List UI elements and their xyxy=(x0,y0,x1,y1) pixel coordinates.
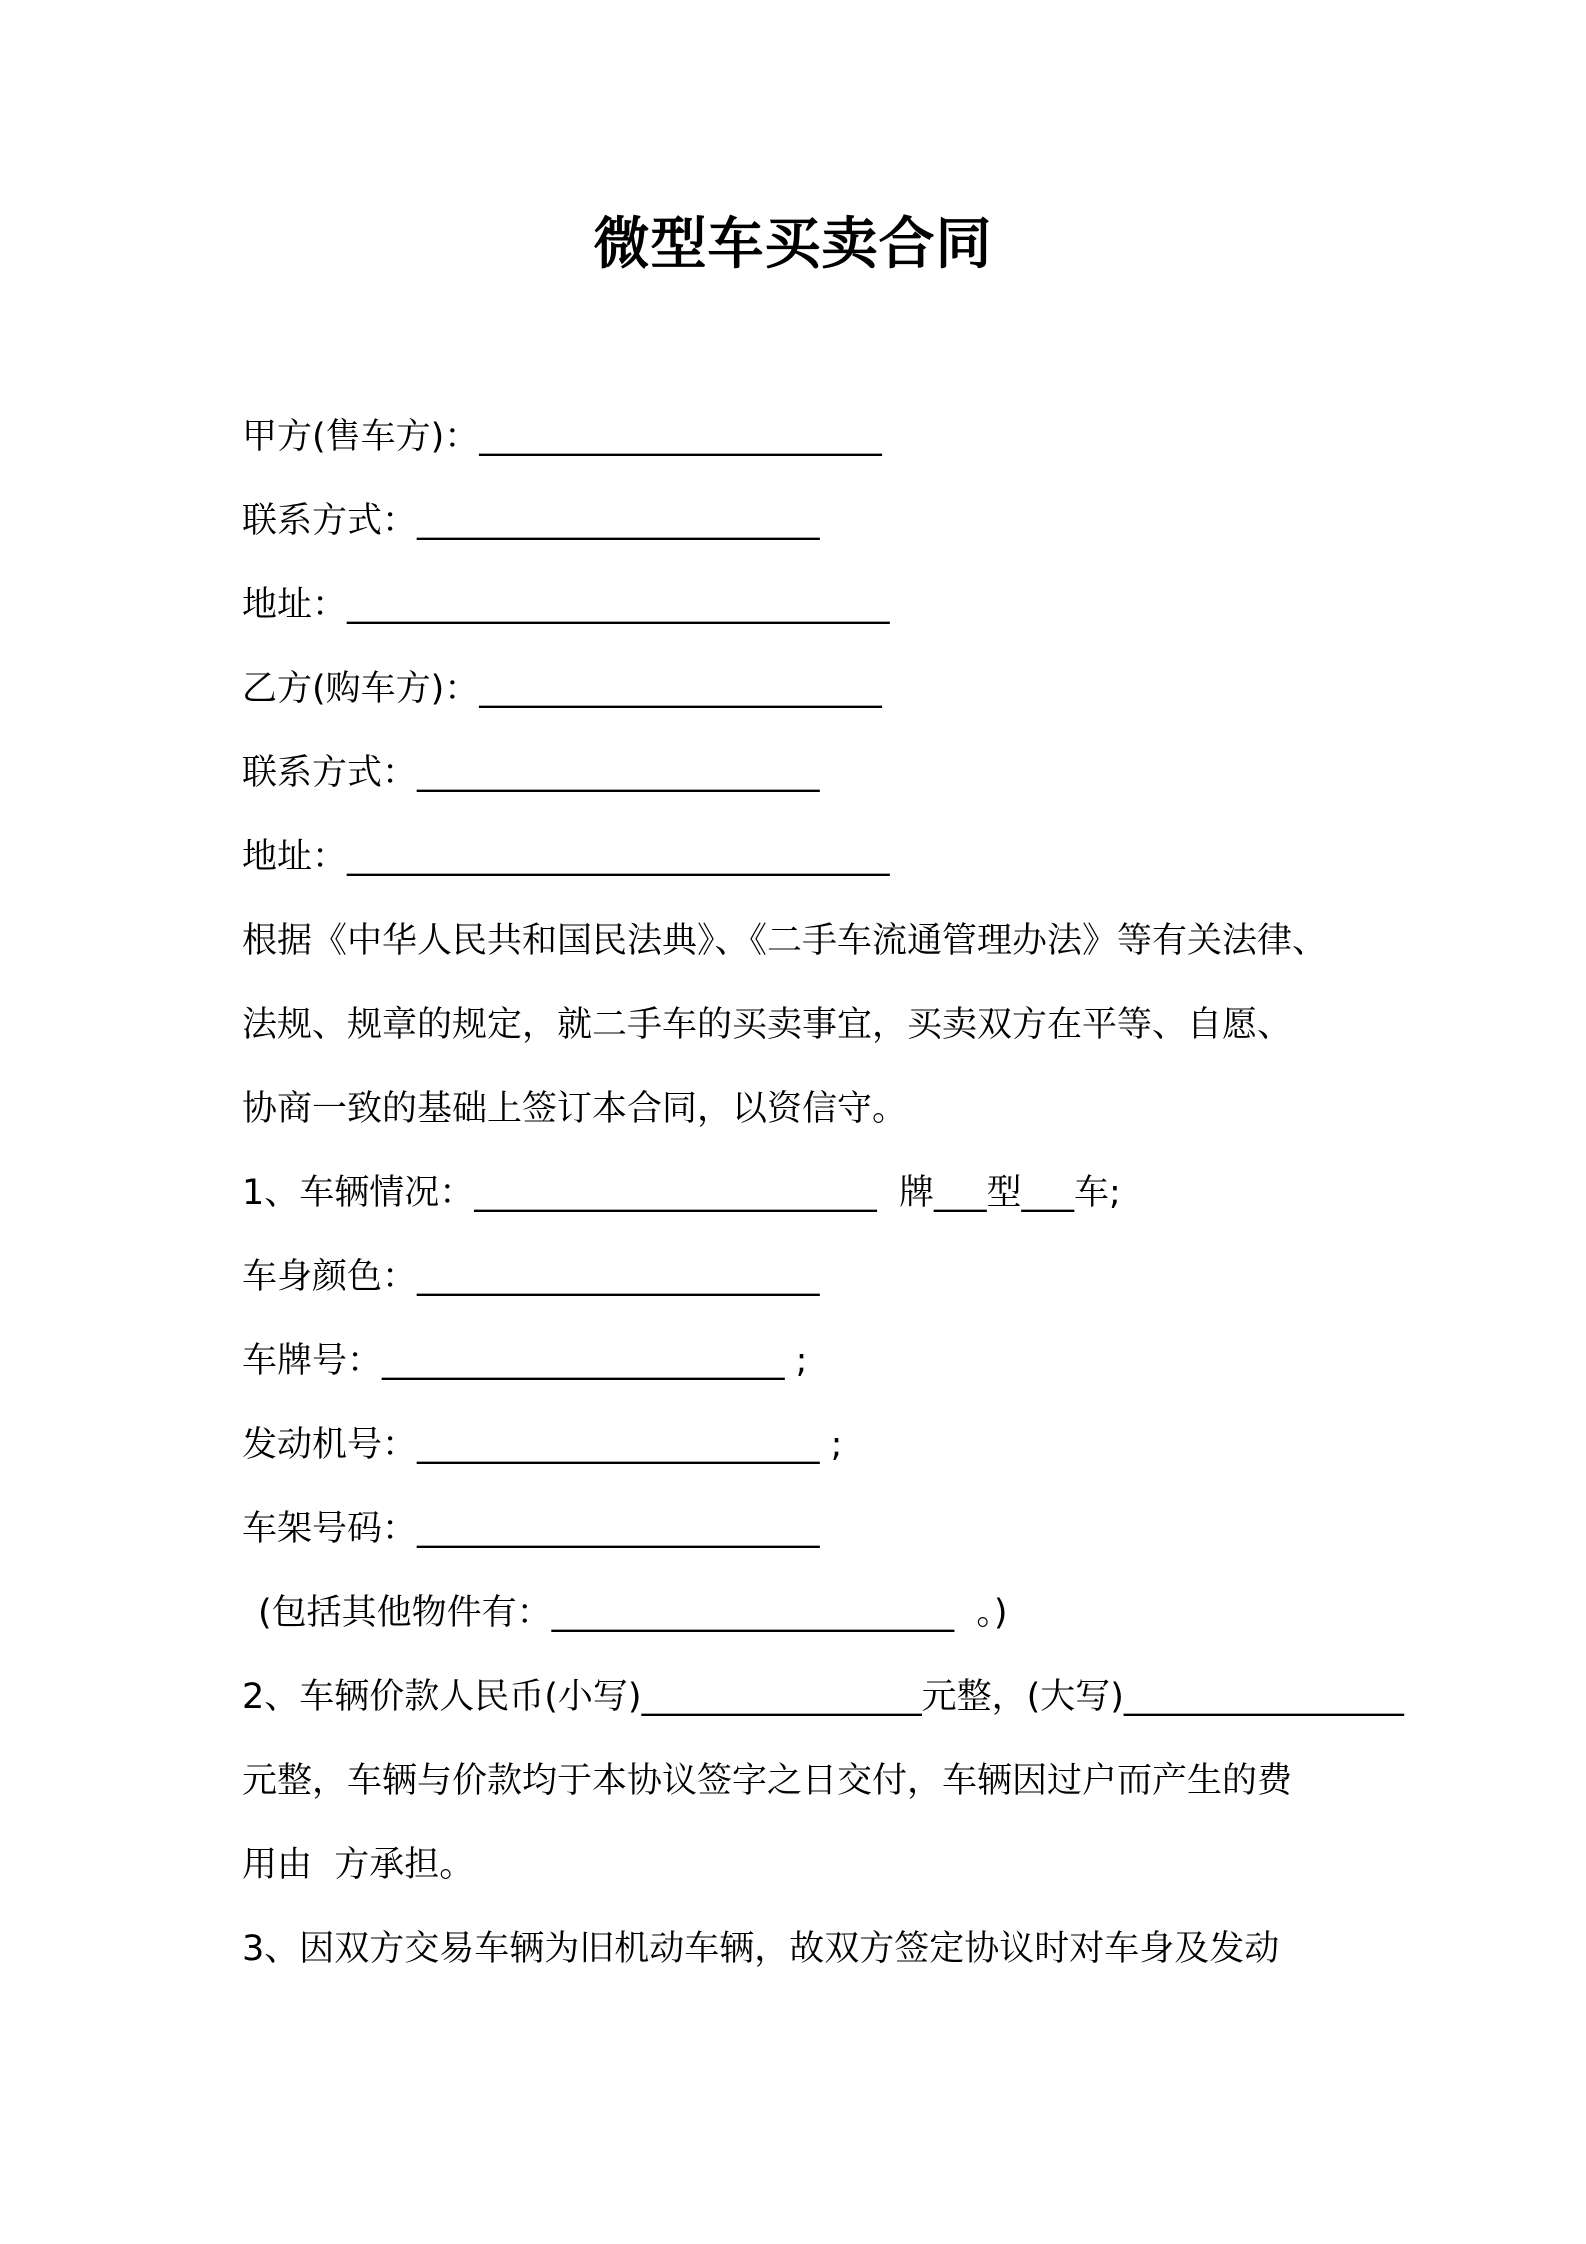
preamble-line-2: 法规、规章的规定，就二手车的买卖事宜，买卖双方在平等、自愿、 xyxy=(242,1005,1293,1045)
price-line-2: 元整，车辆与价款均于本协议签字之日交付，车辆因过户而产生的费 xyxy=(242,1761,1293,1801)
frame-number-line: 车架号码：_______________________ xyxy=(242,1509,820,1549)
price-line-1: 2、车辆价款人民币(小写)________________元整，(大写)________________ xyxy=(242,1677,1404,1717)
clause-3-line-1: 3、因双方交易车辆为旧机动车辆，故双方签定协议时对车身及发动 xyxy=(242,1929,1280,1969)
document-title: 微型车买卖合同 xyxy=(593,212,993,277)
party-a-contact-line: 联系方式：_______________________ xyxy=(242,501,820,541)
party-a-address-line: 地址：_______________________________ xyxy=(242,585,890,625)
plate-number-line: 车牌号：_______________________ ; xyxy=(242,1341,808,1381)
party-b-line: 乙方(购车方)：_______________________ xyxy=(242,669,882,709)
document-body xyxy=(242,395,1404,1991)
party-b-contact-line: 联系方式：_______________________ xyxy=(242,753,820,793)
price-line-3: 用由 方承担。 xyxy=(242,1845,475,1885)
accessories-line: (包括其他物件有：_______________________ 。) xyxy=(258,1593,1008,1633)
party-a-line: 甲方(售车方)：_______________________ xyxy=(242,417,882,457)
party-b-address-line: 地址：_______________________________ xyxy=(242,837,890,877)
body-color-line: 车身颜色：_______________________ xyxy=(242,1257,820,1297)
preamble-line-3: 协商一致的基础上签订本合同，以资信守。 xyxy=(242,1089,908,1129)
engine-number-line: 发动机号：_______________________ ; xyxy=(242,1425,843,1465)
vehicle-info-line: 1、车辆情况：_______________________ 牌___型___车; xyxy=(242,1173,1121,1213)
preamble-line-1: 根据《中华人民共和国民法典》、《二手车流通管理办法》等有关法律、 xyxy=(242,921,1328,961)
